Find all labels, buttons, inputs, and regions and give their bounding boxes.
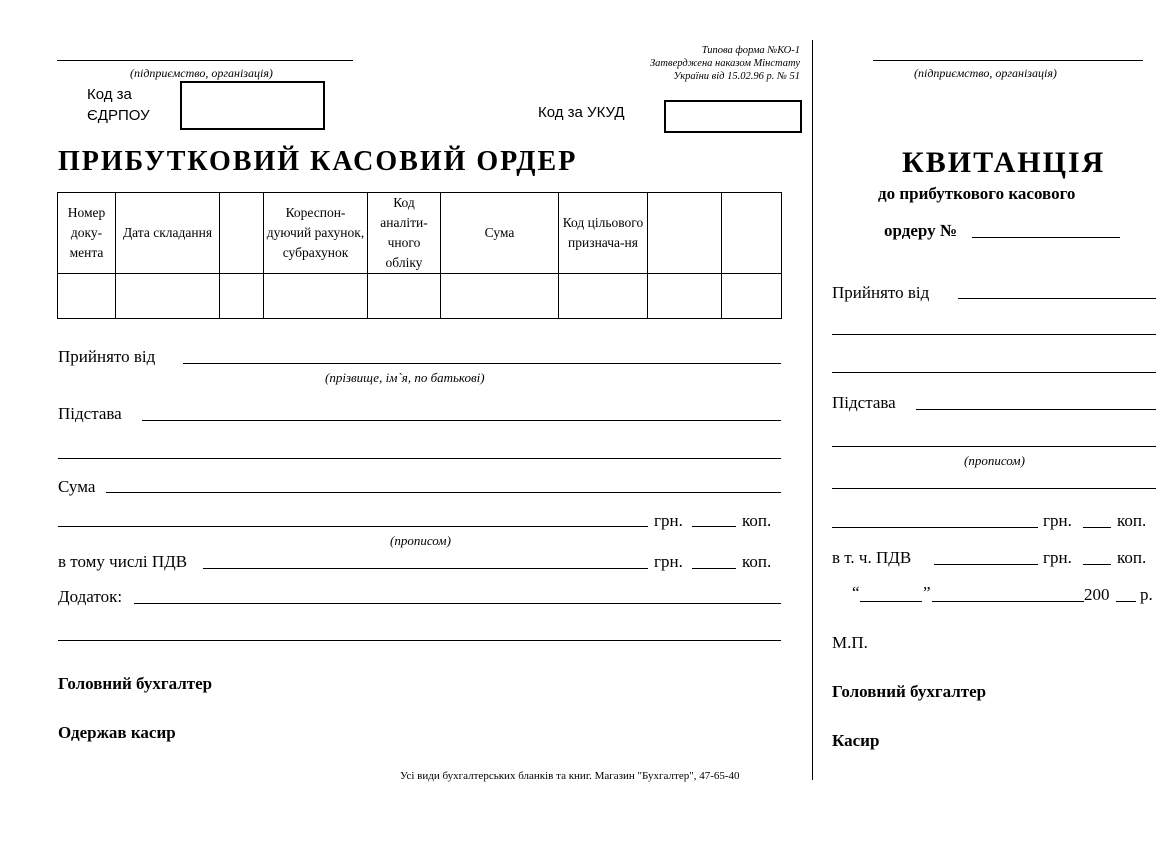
receipt-vat-kop-label: коп.	[1117, 548, 1147, 567]
vat-kop-label: коп.	[742, 552, 772, 571]
receipt-subtitle-1: до прибуткового касового	[878, 184, 1076, 203]
cell-purpose-code[interactable]	[559, 274, 648, 319]
receipt-date-open-quote: “	[852, 583, 860, 602]
receipt-received-from-label: Прийнято від	[832, 283, 930, 302]
stamp-label: М.П.	[832, 633, 868, 652]
cell-corresponding-account[interactable]	[264, 274, 368, 319]
ukud-code-box[interactable]	[664, 100, 802, 133]
cell-analytic-code[interactable]	[368, 274, 441, 319]
vat-uah-label: грн.	[654, 552, 683, 571]
header-blank-2	[648, 193, 722, 274]
cell-date[interactable]	[116, 274, 220, 319]
receipt-received-from-field-3[interactable]	[832, 372, 1156, 373]
cell-blank-3[interactable]	[722, 274, 782, 319]
basis-field[interactable]	[142, 420, 781, 421]
header-document-number: Номер доку-мента	[58, 193, 116, 274]
receipt-date-month-field[interactable]	[932, 601, 1084, 602]
header-analytic-code: Код аналіти-чного обліку	[368, 193, 441, 274]
edrpou-label-1: Код за	[87, 86, 132, 103]
receipt-number-field[interactable]	[972, 237, 1120, 238]
vat-label: в тому числі ПДВ	[58, 552, 188, 571]
receipt-received-from-field[interactable]	[958, 298, 1156, 299]
receipt-date-year-field[interactable]	[1116, 601, 1136, 602]
organization-caption: (підприємство, організація)	[130, 66, 273, 80]
header-sum: Сума	[441, 193, 559, 274]
header-blank-3	[722, 193, 782, 274]
edrpou-label-2: ЄДРПОУ	[87, 107, 150, 124]
receipt-cashier-label: Касир	[832, 731, 880, 750]
receipt-sum-field[interactable]	[832, 527, 1038, 528]
receipt-title: КВИТАНЦІЯ	[902, 146, 1106, 179]
appendix-field[interactable]	[134, 603, 781, 604]
form-note-line-1: Типова форма №КО-1	[701, 45, 800, 56]
sum-uah-label: грн.	[654, 511, 683, 530]
receipt-date-close-quote: ”	[923, 583, 931, 602]
form-note-line-3: України від 15.02.96 р. № 51	[673, 71, 800, 82]
receipt-kop-label: коп.	[1117, 511, 1147, 530]
receipt-uah-label: грн.	[1043, 511, 1072, 530]
organization-line[interactable]	[57, 60, 353, 61]
sum-kop-label: коп.	[742, 511, 772, 530]
receipt-sum-words-field[interactable]	[832, 488, 1156, 489]
receipt-date-day-field[interactable]	[860, 601, 922, 602]
header-purpose-code: Код цільового признача-ня	[559, 193, 648, 274]
sum-label: Сума	[58, 477, 96, 496]
sum-kop-field[interactable]	[692, 526, 736, 527]
in-words-caption: (прописом)	[390, 533, 451, 548]
cell-blank-1[interactable]	[220, 274, 264, 319]
receipt-in-words-caption: (прописом)	[964, 453, 1025, 468]
basis-label: Підстава	[58, 404, 122, 423]
footer-note: Усі види бухгалтерських бланків та книг. Магазин "Бухгалтер", 47-65-40	[400, 770, 740, 782]
appendix-label: Додаток:	[58, 587, 123, 606]
receipt-kop-field[interactable]	[1083, 527, 1111, 528]
sum-words-field[interactable]	[58, 526, 648, 527]
receipt-organization-line[interactable]	[873, 60, 1143, 61]
header-date: Дата складання	[116, 193, 220, 274]
header-corresponding-account: Кореспон-дуючий рахунок, субрахунок	[264, 193, 368, 274]
edrpou-code-box[interactable]	[180, 81, 325, 130]
receipt-vat-uah-label: грн.	[1043, 548, 1072, 567]
receipt-vat-kop-field[interactable]	[1083, 564, 1111, 565]
cell-blank-2[interactable]	[648, 274, 722, 319]
received-from-label: Прийнято від	[58, 347, 156, 366]
receipt-organization-caption: (підприємство, організація)	[914, 66, 1057, 80]
ukud-label: Код за УКУД	[538, 104, 625, 121]
receipt-subtitle-2: ордеру №	[884, 221, 957, 240]
order-title: ПРИБУТКОВИЙ КАСОВИЙ ОРДЕР	[58, 146, 578, 177]
receipt-basis-field-2[interactable]	[832, 446, 1156, 447]
receipt-basis-field[interactable]	[916, 409, 1156, 410]
received-from-caption: (прізвище, ім`я, по батькові)	[325, 370, 485, 385]
cell-document-number[interactable]	[58, 274, 116, 319]
header-blank-1	[220, 193, 264, 274]
vat-field[interactable]	[203, 568, 648, 569]
form-note-line-2: Затверджена наказом Мінстату	[649, 58, 800, 69]
receipt-date-year-suffix: р.	[1140, 585, 1153, 604]
receipt-vat-label: в т. ч. ПДВ	[832, 548, 912, 567]
cut-line-divider	[812, 40, 813, 780]
vat-kop-field[interactable]	[692, 568, 736, 569]
appendix-field-2[interactable]	[58, 640, 781, 641]
form-type-note	[600, 44, 800, 83]
chief-accountant-label: Головний бухгалтер	[58, 674, 213, 693]
sum-field[interactable]	[106, 492, 781, 493]
cashier-label: Одержав касир	[58, 723, 176, 742]
received-from-field[interactable]	[183, 363, 781, 364]
receipt-basis-label: Підстава	[832, 393, 896, 412]
receipt-vat-field[interactable]	[934, 564, 1038, 565]
basis-field-2[interactable]	[58, 458, 781, 459]
receipt-date-year: 200	[1084, 585, 1110, 604]
receipt-chief-accountant-label: Головний бухгалтер	[832, 682, 987, 701]
cell-sum[interactable]	[441, 274, 559, 319]
receipt-received-from-field-2[interactable]	[832, 334, 1156, 335]
order-table	[57, 192, 782, 319]
